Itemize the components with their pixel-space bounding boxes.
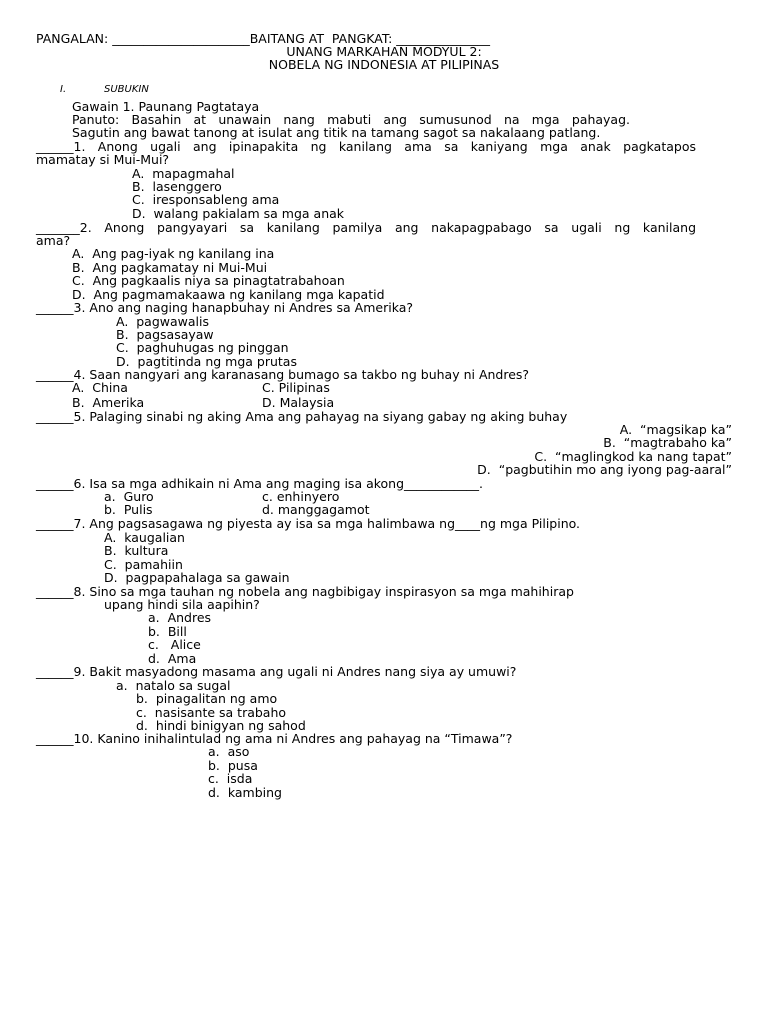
q2-option-a: A. Ang pag-iyak ng kanilang ina [72,246,275,261]
q4-option-d: D. Malaysia [262,395,335,410]
q9-option-b: b. pinagalitan ng amo [136,691,278,706]
q5-option-d: D. “pagbutihin mo ang iyong pag-aaral” [477,462,732,477]
question-1-cont: mamatay si Mui-Mui? [36,152,170,167]
q5-option-a: A. “magsikap ka” [619,422,732,437]
q6-option-c: c. enhinyero [262,489,340,504]
section-numeral: I. [60,84,67,95]
q5-option-c: C. “maglingkod ka nang tapat” [534,449,732,464]
q7-option-c: C. pamahiin [104,557,183,572]
instruction-line-1: Panuto: Basahin at unawain nang mabuti ang sumusunod na mga pahayag. [72,112,630,127]
grade-blank[interactable]: _______________ [396,31,491,46]
q2-option-c: C. Ang pagkaalis niya sa pinagtatrabahoan [72,273,345,288]
question-7: ______7. Ang pagsasagawa ng piyesta ay isa sa mga halimbawa ng____ng mga Pilipino. [36,516,581,531]
section-title: SUBUKIN [104,84,149,95]
q1-option-a: A. mapagmahal [132,166,235,181]
q6-option-a: a. Guro [104,489,154,504]
q2-option-d: D. Ang pagmamakaawa ng kanilang mga kapatid [72,287,385,302]
question-10: ______10. Kanino inihalintulad ng ama ni Andres ang pahayag na “Timawa”? [36,731,513,746]
q7-option-d: D. pagpapahalaga sa gawain [104,570,290,585]
module-title: UNANG MARKAHAN MODYUL 2: [286,44,482,59]
activity-title: Gawain 1. Paunang Pagtataya [72,99,260,114]
q8-option-c: c. Alice [148,637,201,652]
question-9: ______9. Bakit masyadong masama ang ugali ni Andres nang siya ay umuwi? [36,664,517,679]
q8-option-a: a. Andres [148,610,212,625]
q4-option-b: B. Amerika [72,395,145,410]
question-2-cont: ama? [36,233,71,248]
q8-option-b: b. Bill [148,624,187,639]
question-3: ______3. Ano ang naging hanapbuhay ni Andres sa Amerika? [36,300,414,315]
name-blank[interactable]: ______________________ [112,31,250,46]
q1-option-c: C. iresponsableng ama [132,192,280,207]
q2-option-b: B. Ang pagkamatay ni Mui-Mui [72,260,268,275]
grade-label: BAITANG AT PANGKAT: [249,31,393,46]
question-2: _______2. Anong pangyayari sa kanilang pamilya ang nakapagpabago sa ugali ng kanilang [36,220,696,235]
q7-option-a: A. kaugalian [104,530,185,545]
name-label: PANGALAN: [36,31,109,46]
instruction-line-2: Sagutin ang bawat tanong at isulat ang titik na tamang sagot sa nakalaang patlang. [72,125,601,140]
q7-option-b: B. kultura [104,543,169,558]
q3-option-d: D. pagtitinda ng mga prutas [116,354,297,369]
q10-option-a: a. aso [208,744,250,759]
question-5: ______5. Palaging sinabi ng aking Ama ang pahayag na siyang gabay ng aking buhay [36,409,568,424]
question-6: ______6. Isa sa mga adhikain ni Ama ang maging isa akong____________. [36,476,484,491]
q4-option-a: A. China [72,380,128,395]
q10-option-d: d. kambing [208,785,282,800]
q10-option-c: c. isda [208,771,253,786]
q8-option-d: d. Ama [148,651,197,666]
question-8-cont: upang hindi sila aapihin? [104,597,260,612]
question-1: ______1. Anong ugali ang ipinapakita ng kanilang ama sa kaniyang mga anak pagkatapos [36,139,696,154]
q6-option-b: b. Pulis [104,502,153,517]
q3-option-b: B. pagsasayaw [116,327,214,342]
question-4: ______4. Saan nangyari ang karanasang bumago sa takbo ng buhay ni Andres? [36,367,530,382]
q4-option-c: C. Pilipinas [262,380,330,395]
q10-option-b: b. pusa [208,758,258,773]
q9-option-a: a. natalo sa sugal [116,678,231,693]
question-8: ______8. Sino sa mga tauhan ng nobela ang nagbibigay inspirasyon sa mga mahihirap [36,584,574,599]
q3-option-c: C. paghuhugas ng pinggan [116,340,289,355]
q9-option-d: d. hindi binigyan ng sahod [136,718,306,733]
q3-option-a: A. pagwawalis [116,314,210,329]
q9-option-c: c. nasisante sa trabaho [136,705,287,720]
q1-option-d: D. walang pakialam sa mga anak [132,206,345,221]
q1-option-b: B. lasenggero [132,179,222,194]
q6-option-d: d. manggagamot [262,502,370,517]
q5-option-b: B. “magtrabaho ka” [603,435,732,450]
module-subtitle: NOBELA NG INDONESIA AT PILIPINAS [268,57,500,72]
